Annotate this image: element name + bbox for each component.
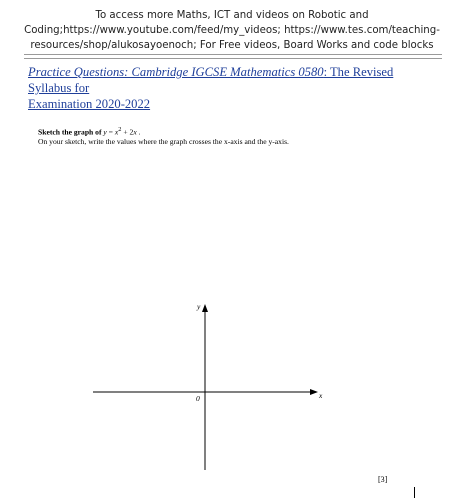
equation-x: x bbox=[114, 127, 119, 137]
equation-end: . bbox=[136, 127, 141, 137]
header-line-1: To access more Maths, ICT and videos on Robotic and bbox=[95, 10, 369, 21]
question-line-2: On your sketch, write the values where the graph crosses the x-axis and the y-axis. bbox=[38, 137, 289, 147]
title-line-2: Examination 2020-2022 bbox=[28, 97, 151, 111]
equation-y: y bbox=[103, 127, 107, 137]
x-axis-label: x bbox=[319, 391, 323, 400]
title-prefix: Practice Questions: Cambridge IGCSE Mathematics 0580 bbox=[28, 65, 324, 79]
question-instruction: Sketch the graph of bbox=[38, 127, 104, 137]
marks-label: [3] bbox=[378, 475, 388, 484]
equation-exponent: 2 bbox=[118, 126, 122, 133]
header-line-3: resources/shop/alukosayoenoch; For Free videos, Board Works and code blocks bbox=[30, 40, 434, 51]
y-axis-label: y bbox=[197, 302, 201, 311]
x-axis-arrow bbox=[310, 389, 318, 395]
header-line-2: Coding;https://www.youtube.com/feed/my_videos; https://www.tes.com/teaching- bbox=[24, 25, 440, 36]
origin-label: 0 bbox=[196, 394, 200, 403]
equation-plus: + 2 bbox=[121, 127, 134, 137]
y-axis-arrow bbox=[202, 304, 208, 312]
equation-x-linear: x bbox=[133, 127, 137, 137]
title-suffix: : The Revised Syllabus for bbox=[28, 65, 394, 95]
equation-equals: = bbox=[106, 127, 115, 137]
text-cursor bbox=[414, 487, 415, 498]
